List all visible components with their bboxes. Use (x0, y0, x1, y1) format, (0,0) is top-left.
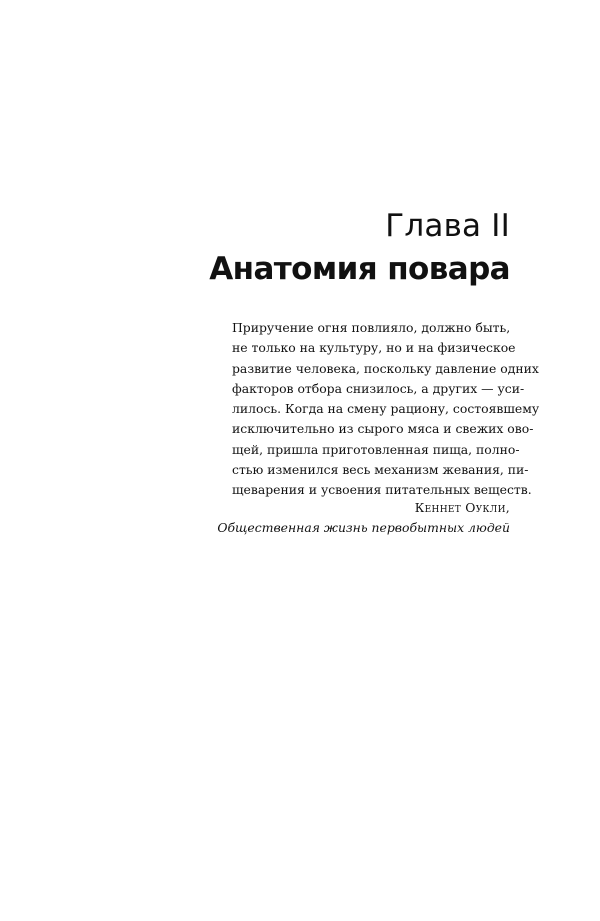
epigraph-attribution (217, 498, 510, 538)
epigraph-line: стью изменился весь механизм жевания, пи- (232, 462, 529, 478)
chapter-title: Анатомия повара (209, 251, 510, 287)
epigraph-line: факторов отбора снизилось, а других — уси- (232, 380, 525, 396)
chapter-heading (209, 206, 510, 292)
epigraph-line: лилось. Когда на смену рациону, состоявшему (232, 401, 540, 417)
epigraph-line: исключительно из сырого мяса и свежих ово- (232, 421, 534, 437)
epigraph-line: Приручение огня повлияло, должно быть, (232, 320, 511, 335)
epigraph-line: щей, пришла приготовленная пища, полно- (232, 441, 520, 457)
epigraph-line: щеварения и усвоения питательных веществ. (232, 482, 532, 498)
epigraph-line: развитие человека, поскольку давление одних (232, 360, 539, 376)
epigraph-quote (232, 318, 540, 501)
chapter-number: Глава II (385, 208, 510, 244)
attribution-author: Кеннет Оукли, (414, 500, 510, 515)
epigraph-line: не только на культуру, но и на физическое (232, 340, 516, 356)
attribution-source-title: Общественная жизнь первобытных людей (217, 520, 510, 535)
